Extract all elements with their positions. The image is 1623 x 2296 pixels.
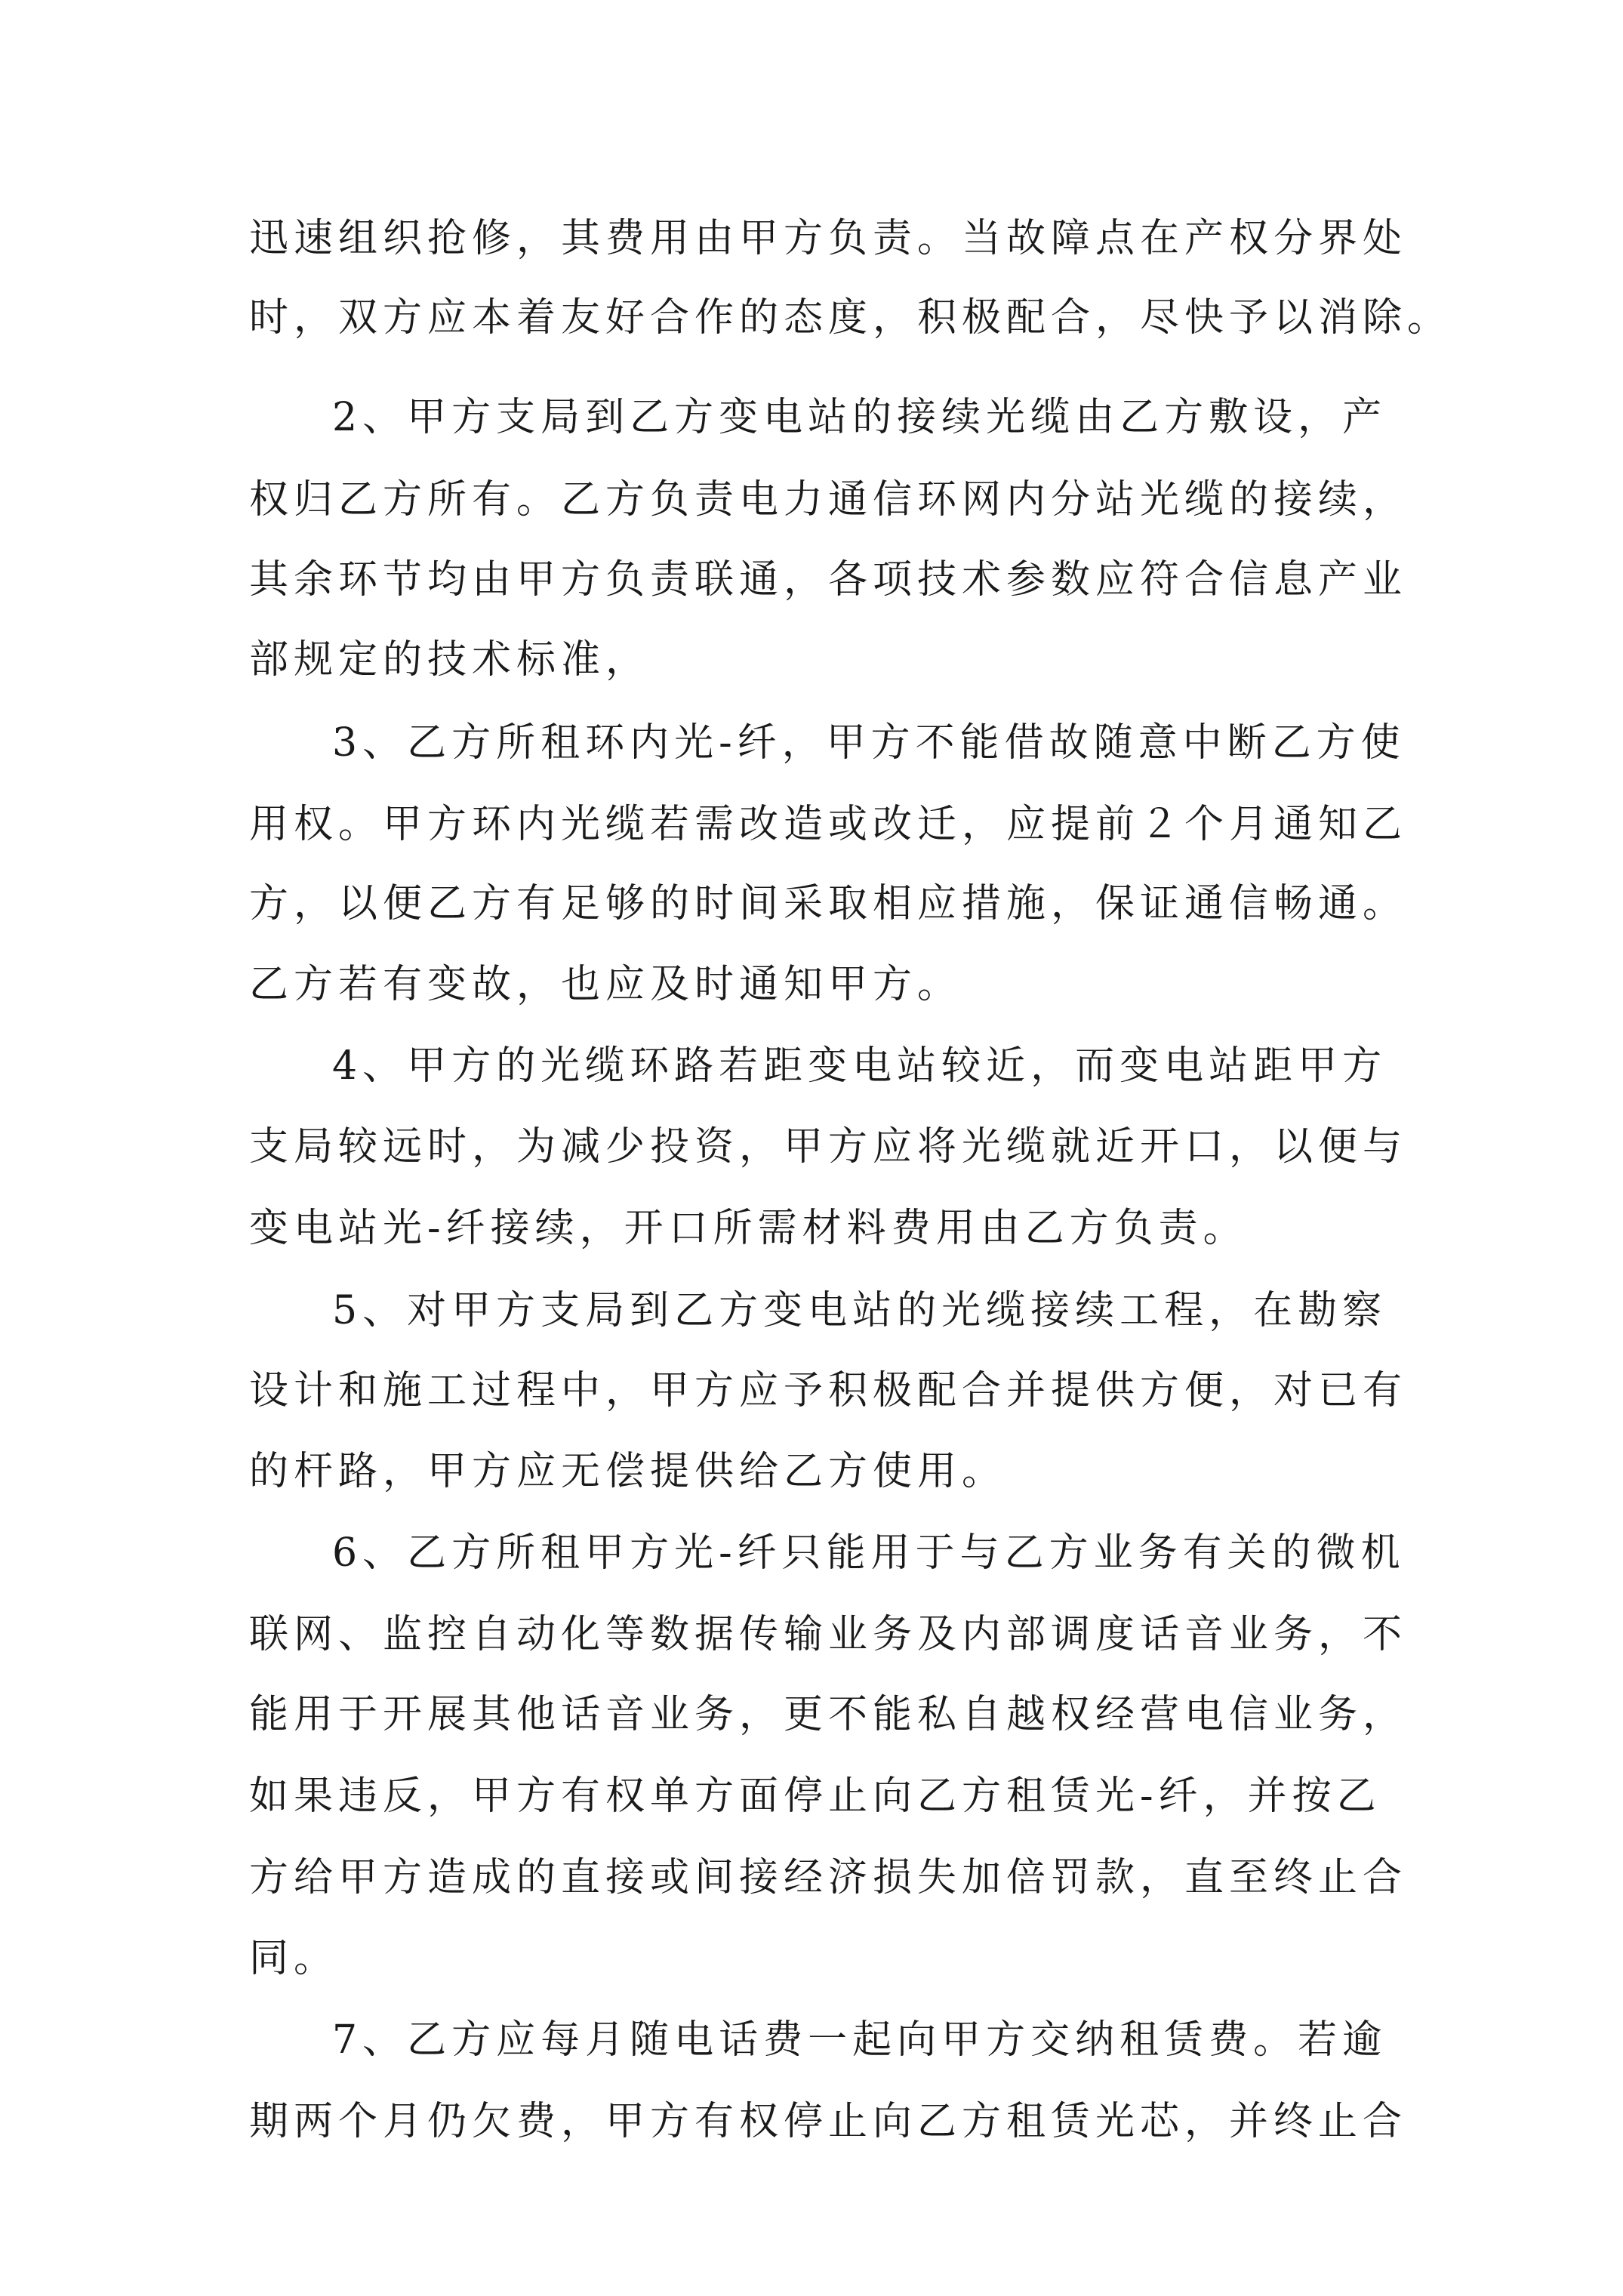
text-line-11: 4、甲方的光缆环路若距变电站较近，而变电站距甲方 bbox=[332, 1043, 1387, 1089]
text-line-19: 能用于开展其他话音业务，更不能私自越权经营电信业务， bbox=[249, 1692, 1408, 1737]
text-line-9: 方，以便乙方有足够的时间采取相应措施，保证通信畅通。 bbox=[249, 881, 1408, 926]
text-line-3: 2、甲方支局到乙方变电站的接续光缆由乙方敷设，产 bbox=[332, 395, 1387, 440]
text-line-22: 同。 bbox=[249, 1936, 339, 1981]
text-line-2: 时，双方应本着友好合作的态度，积极配合，尽快予以消除。 bbox=[249, 295, 1452, 341]
text-line-10: 乙方若有变故，也应及时通知甲方。 bbox=[249, 962, 962, 1007]
text-line-12: 支局较远时，为减少投资，甲方应将光缆就近开口，以便与 bbox=[249, 1124, 1408, 1170]
text-line-6: 部规定的技术标准， bbox=[249, 637, 651, 683]
text-line-18: 联网、监控自动化等数据传输业务及内部调度话音业务，不 bbox=[249, 1612, 1408, 1657]
text-line-21: 方给甲方造成的直接或间接经济损失加倍罚款，直至终止合 bbox=[249, 1855, 1408, 1900]
text-line-15: 设计和施工过程中，甲方应予积极配合并提供方便，对已有 bbox=[249, 1368, 1408, 1413]
text-line-14: 5、对甲方支局到乙方变电站的光缆接续工程，在勘察 bbox=[332, 1288, 1387, 1333]
text-line-7: 3、乙方所租环内光-纤，甲方不能借故随意中断乙方使 bbox=[332, 720, 1406, 766]
text-line-16: 的杆路，甲方应无偿提供给乙方使用。 bbox=[249, 1449, 1007, 1494]
text-line-1: 迅速组织抢修，其费用由甲方负责。当故障点在产权分界处 bbox=[249, 216, 1408, 261]
text-line-20: 如果违反，甲方有权单方面停止向乙方租赁光-纤，并按乙 bbox=[249, 1774, 1381, 1819]
text-line-23: 7、乙方应每月随电话费一起向甲方交纳租赁费。若逾 bbox=[332, 2017, 1387, 2063]
text-line-17: 6、乙方所租甲方光-纤只能用于与乙方业务有关的微机 bbox=[332, 1530, 1406, 1576]
text-line-8: 用权。甲方环内光缆若需改造或改迁，应提前２个月通知乙 bbox=[249, 802, 1408, 847]
text-line-24: 期两个月仍欠费，甲方有权停止向乙方租赁光芯，并终止合 bbox=[249, 2099, 1408, 2144]
text-line-4: 权归乙方所有。乙方负责电力通信环网内分站光缆的接续， bbox=[249, 477, 1408, 522]
text-line-13: 变电站光-纤接续，开口所需材料费用由乙方负责。 bbox=[249, 1206, 1248, 1251]
text-line-5: 其余环节均由甲方负责联通，各项技术参数应符合信息产业 bbox=[249, 557, 1408, 603]
